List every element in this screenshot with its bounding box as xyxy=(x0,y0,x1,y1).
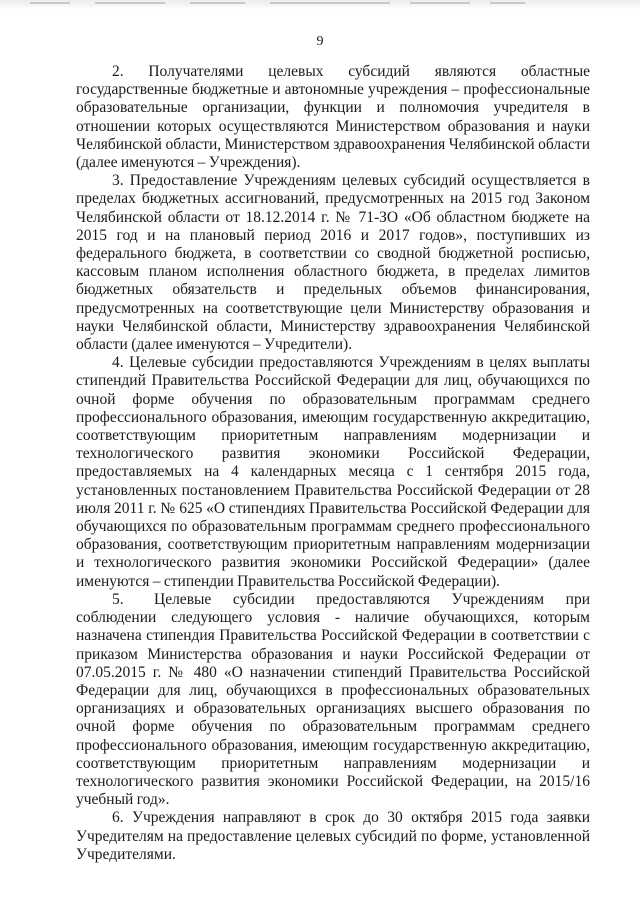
paragraph-4: 4. Целевые субсидии предоставляются Учреждениям в целях выплаты стипендий Правительства Российской Федерации для лиц, обучающихся по очной форме обучения по образовательным программам среднего профессионального образования, имеющим государственную аккредитацию, соответствующим приоритетным направлениям модернизации и технологического развития экономики Российской Федерации, предоставляемых на 4 календарных месяца с 1 сентября 2015 года, установленных постановлением Правительства Российской Федерации от 28 июля 2011 г. № 625 «О стипендиях Правительства Российской Федерации для обучающихся по образовательным программам среднего профессионального образования, соответствующим приоритетным направлениям модернизации и технологического развития экономики Российской Федерации» (далее именуются – стипендии Правительства Российской Федерации). xyxy=(76,354,590,590)
paragraph-3: 3. Предоставление Учреждениям целевых субсидий осуществляется в пределах бюджетных ассигнований, предусмотренных на 2015 год Законом Челябинской области от 18.12.2014 г. № 71-ЗО «Об областном бюджете на 2015 год и на плановый период 2016 и 2017 годов», поступивших из федерального бюджета, в соответствии со сводной бюджетной росписью, кассовым планом исполнения областного бюджета, в пределах лимитов бюджетных обязательств и предельных объемов финансирования, предусмотренных на соответствующие цели Министерству образования и науки Челябинской области, Министерству здравоохранения Челябинской области (далее именуются – Учредители). xyxy=(76,172,590,354)
paragraph-6: 6. Учреждения направляют в срок до 30 октября 2015 года заявки Учредителям на предоставление целевых субсидий по форме, установленной Учредителями. xyxy=(76,809,590,863)
paragraph-2: 2. Получателями целевых субсидий являются областные государственные бюджетные и автономные учреждения – профессиональные образовательные организации, функции и полномочия учредителя в отношении которых осуществляются Министерством образования и науки Челябинской области, Министерством здравоохранения Челябинской области (далее именуются – Учреждения). xyxy=(76,63,590,172)
paragraph-5-text: Целевые субсидии предоставляются Учреждениям при соблюдении следующего условия - наличие обучающихся, которым назначена стипендия Правительства Российской Федерации в соответствии с приказом Министерства образования и науки Российской Федерации от 07.05.2015 г. № 480 «О назначении стипендий Правительства Российской Федерации для лиц, обучающихся в профессиональных образовательных организациях и образовательных организациях высшего образования по очной форме обучения по образовательным программам среднего профессионального образования, имеющим государственную аккредитацию, соответствующим приоритетным направлениям модернизации и технологического развития экономики Российской Федерации, на 2015/16 учебный год». xyxy=(76,590,590,809)
paragraph-5 xyxy=(76,591,590,809)
paragraph-5-number: 5. xyxy=(112,590,124,608)
document-body xyxy=(76,63,590,864)
page-number: 9 xyxy=(316,34,324,49)
scan-edge xyxy=(0,0,640,9)
